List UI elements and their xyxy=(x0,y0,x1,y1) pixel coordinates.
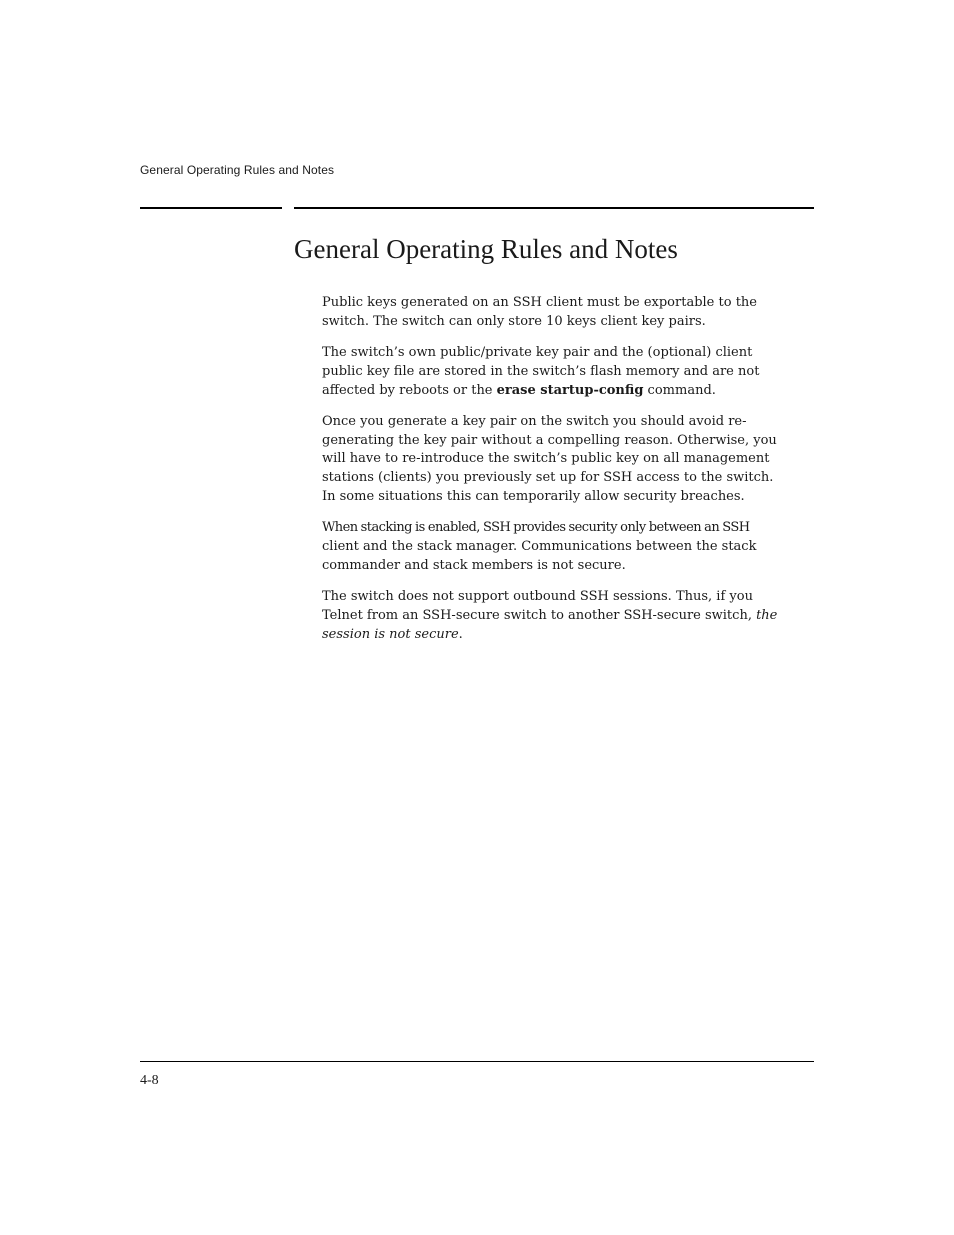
section-title: General Operating Rules and Notes xyxy=(294,234,678,264)
header-rule-left xyxy=(140,207,282,209)
paragraph-stacking xyxy=(322,519,792,575)
text-line: commander and stack members is not secure. xyxy=(322,557,626,573)
text-line: Public keys generated on an SSH client must be exportable to the xyxy=(322,295,757,310)
text-line xyxy=(322,382,792,401)
body-text xyxy=(322,294,792,657)
text-line: client and the stack manager. Communications between the stack xyxy=(322,538,757,554)
text-line: The switch’s own public/private key pair and the (optional) client xyxy=(322,344,753,360)
paragraph-public-keys xyxy=(322,294,792,332)
text-line: will have to re-introduce the switch’s public key on all management xyxy=(322,451,770,467)
command-name: erase startup-config xyxy=(496,382,644,398)
footer-rule xyxy=(140,1061,814,1062)
page-number: 4-8 xyxy=(140,1073,159,1088)
text-line: switch. The switch can only store 10 keys client key pairs. xyxy=(322,313,706,329)
text-line: The switch does not support outbound SSH sessions. Thus, if you xyxy=(322,588,753,604)
text-run: . xyxy=(458,626,463,642)
text-run: Telnet from an SSH-secure switch to another SSH-secure switch, xyxy=(322,607,757,623)
emphasis-text: the xyxy=(756,607,778,623)
paragraph-regenerate-keys xyxy=(322,413,792,507)
paragraph-outbound-ssh xyxy=(322,588,792,644)
text-run: command. xyxy=(643,382,716,398)
running-header: General Operating Rules and Notes xyxy=(140,163,335,177)
emphasis-text: session is not secure xyxy=(322,626,459,642)
text-line: When stacking is enabled, SSH provides security only between an SSH xyxy=(322,520,750,536)
header-rule-right xyxy=(294,207,814,209)
text-line: stations (clients) you previously set up for SSH access to the switch. xyxy=(322,470,774,486)
paragraph-key-storage xyxy=(322,344,792,400)
text-line: generating the key pair without a compelling reason. Otherwise, you xyxy=(322,432,777,448)
text-line xyxy=(322,607,792,626)
text-line: Once you generate a key pair on the switch you should avoid re- xyxy=(322,413,747,429)
text-line: public key file are stored in the switch’s flash memory and are not xyxy=(322,363,760,379)
text-line: In some situations this can temporarily allow security breaches. xyxy=(322,488,745,504)
text-run: affected by reboots or the xyxy=(322,382,497,398)
text-line xyxy=(322,626,792,645)
